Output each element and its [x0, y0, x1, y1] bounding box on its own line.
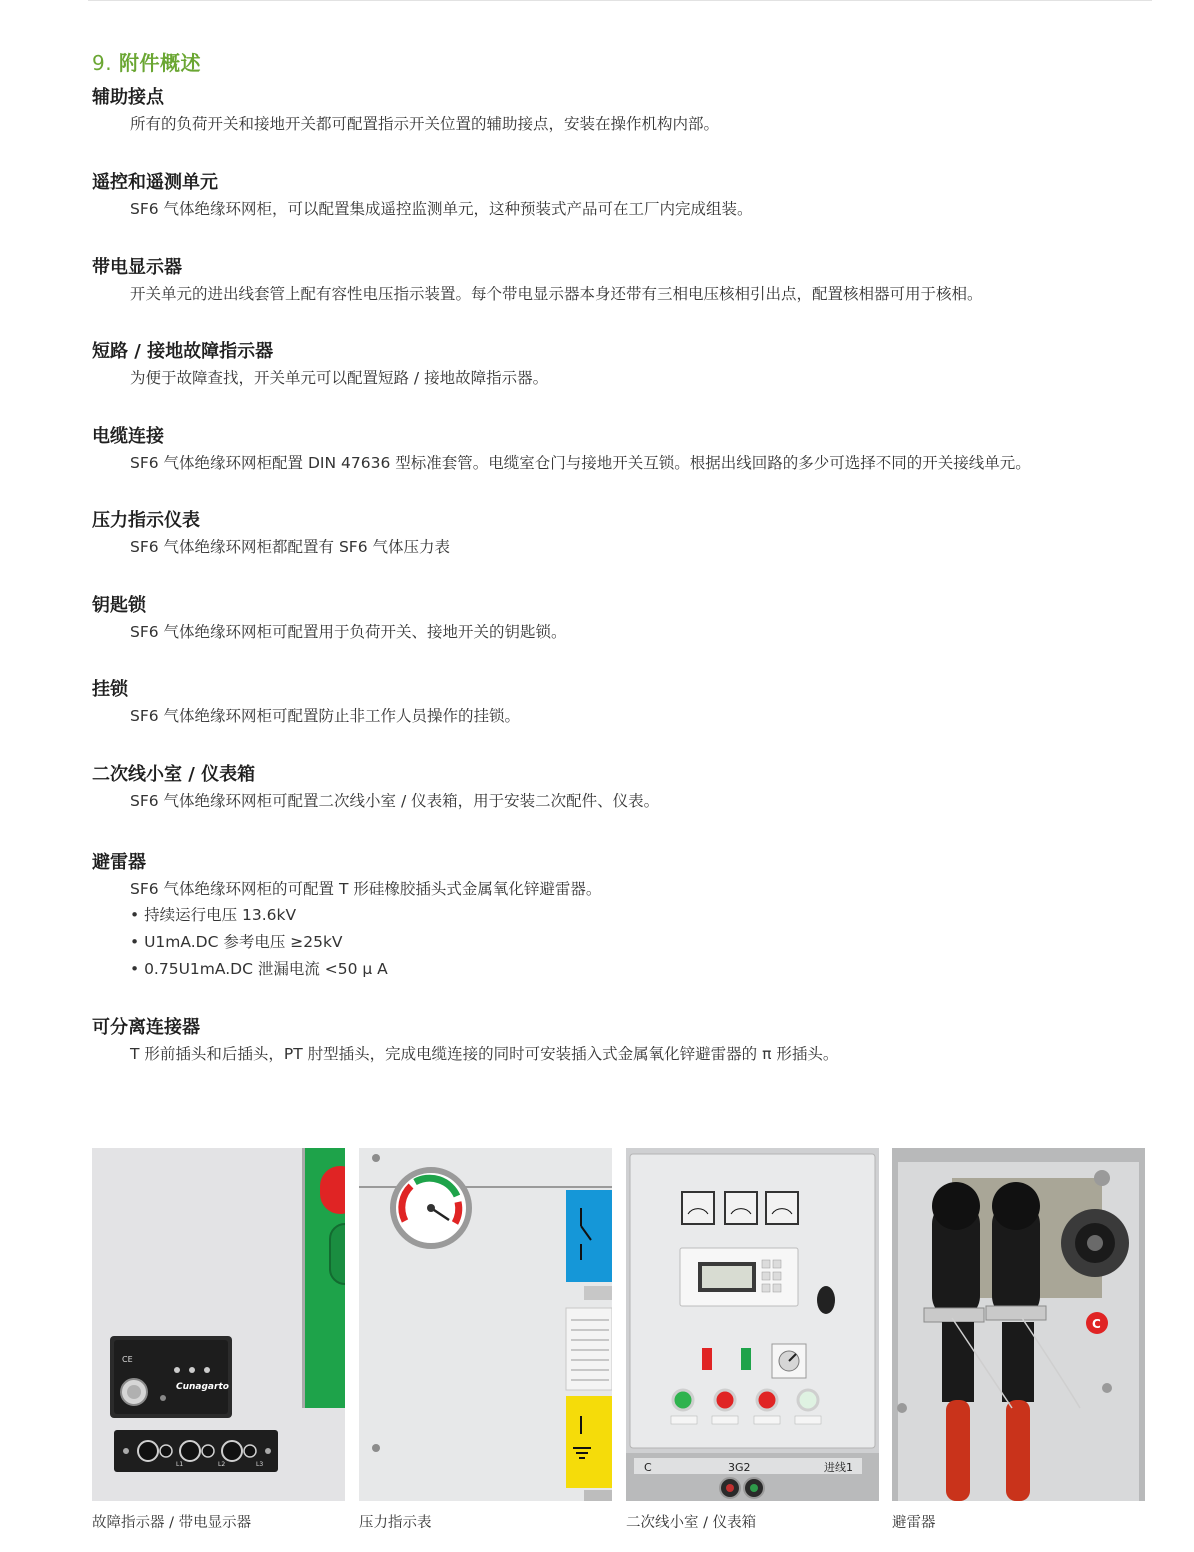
section-heading: 钥匙锁	[92, 595, 146, 616]
section-padlock	[92, 677, 1162, 762]
section-auxiliary-contacts	[92, 85, 1162, 170]
section-heading: 避雷器	[92, 852, 146, 873]
section-heading: 遥控和遥测单元	[92, 172, 218, 193]
page-title	[92, 47, 201, 76]
accessory-sections	[92, 85, 1162, 1075]
ce-mark: CE	[122, 1355, 133, 1364]
section-cable-connection	[92, 424, 1162, 508]
photo-caption: 避雷器	[892, 1515, 936, 1531]
pressure-gauge-image	[359, 1148, 612, 1501]
section-body: SF6 气体绝缘环网柜都配置有 SF6 气体压力表	[130, 538, 451, 556]
section-heading: 辅助接点	[92, 87, 164, 108]
section-heading: 挂锁	[92, 679, 128, 700]
section-body: SF6 气体绝缘环网柜可配置二次线小室 / 仪表箱，用于安装二次配件、仪表。	[130, 792, 660, 810]
section-voltage-indicator	[92, 255, 1162, 339]
section-body: SF6 气体绝缘环网柜，可以配置集成遥控监测单元，这种预装式产品可在工厂内完成组装。	[130, 200, 753, 218]
section-heading: 压力指示仪表	[92, 510, 200, 531]
section-key-lock	[92, 593, 1162, 677]
photo-surge-arrester	[892, 1148, 1145, 1501]
section-pressure-gauge	[92, 508, 1162, 593]
photo-pressure-gauge	[359, 1148, 612, 1501]
strip-label-id: 3G2	[728, 1461, 751, 1474]
section-body: 所有的负荷开关和接地开关都可配置指示开关位置的辅助接点，安装在操作机构内部。	[130, 115, 720, 133]
section-body: 开关单元的进出线套管上配有容性电压指示装置。每个带电显示器本身还带有三相电压核相引出点，配置核相器可用于核相。	[130, 285, 983, 303]
list-item: • 持续运行电压 13.6kV	[130, 906, 297, 924]
section-heading: 短路 / 接地故障指示器	[92, 341, 274, 362]
section-heading: 可分离连接器	[92, 1017, 200, 1038]
section-body: SF6 气体绝缘环网柜配置 DIN 47636 型标准套管。电缆室仓门与接地开关互锁。根据出线回路的多少可选择不同的开关接线单元。	[130, 454, 1031, 472]
section-body: SF6 气体绝缘环网柜可配置防止非工作人员操作的挂锁。	[130, 707, 521, 725]
section-body: SF6 气体绝缘环网柜的可配置 T 形硅橡胶插头式金属氧化锌避雷器。	[130, 880, 602, 898]
section-body: T 形前插头和后插头，PT 肘型插头，完成电缆连接的同时可安装插入式金属氧化锌避雷器的 π 形插头。	[130, 1045, 839, 1063]
phase-label-l1: L1	[176, 1461, 184, 1468]
strip-label-c: C	[644, 1461, 652, 1474]
brand-logo: Cunagarto	[176, 1382, 229, 1392]
section-separable-connector	[92, 1015, 1162, 1075]
arrester-spec-list	[92, 902, 1162, 983]
section-fault-indicator	[92, 339, 1162, 424]
section-secondary-compartment	[92, 762, 1162, 850]
instrument-box-image	[626, 1148, 879, 1501]
section-remote-control-unit	[92, 170, 1162, 255]
section-title: 附件概述	[118, 51, 201, 75]
section-body: SF6 气体绝缘环网柜可配置用于负荷开关、接地开关的钥匙锁。	[130, 623, 567, 641]
photo-caption: 二次线小室 / 仪表箱	[626, 1515, 757, 1531]
badge-label-c: C	[1092, 1317, 1101, 1331]
section-body: 为便于故障查找，开关单元可以配置短路 / 接地故障指示器。	[130, 369, 549, 387]
section-surge-arrester	[92, 850, 1162, 1015]
photo-fault-indicator	[92, 1148, 345, 1501]
list-item: • U1mA.DC 参考电压 ≥25kV	[130, 933, 343, 951]
fault-indicator-image	[92, 1148, 345, 1501]
photo-caption: 故障指示器 / 带电显示器	[92, 1515, 252, 1531]
top-rule	[88, 0, 1152, 1]
phase-label-l2: L2	[218, 1461, 226, 1468]
strip-label-name: 进线1	[824, 1461, 853, 1474]
section-heading: 电缆连接	[92, 426, 164, 447]
section-heading: 带电显示器	[92, 257, 182, 278]
photo-gallery	[92, 1148, 1145, 1538]
section-heading: 二次线小室 / 仪表箱	[92, 764, 256, 785]
phase-label-l3: L3	[256, 1461, 264, 1468]
photo-caption: 压力指示表	[359, 1515, 432, 1531]
section-number: 9.	[92, 51, 113, 75]
surge-arrester-image	[892, 1148, 1145, 1501]
list-item: • 0.75U1mA.DC 泄漏电流 <50 μ A	[130, 960, 388, 978]
photo-instrument-box	[626, 1148, 879, 1501]
